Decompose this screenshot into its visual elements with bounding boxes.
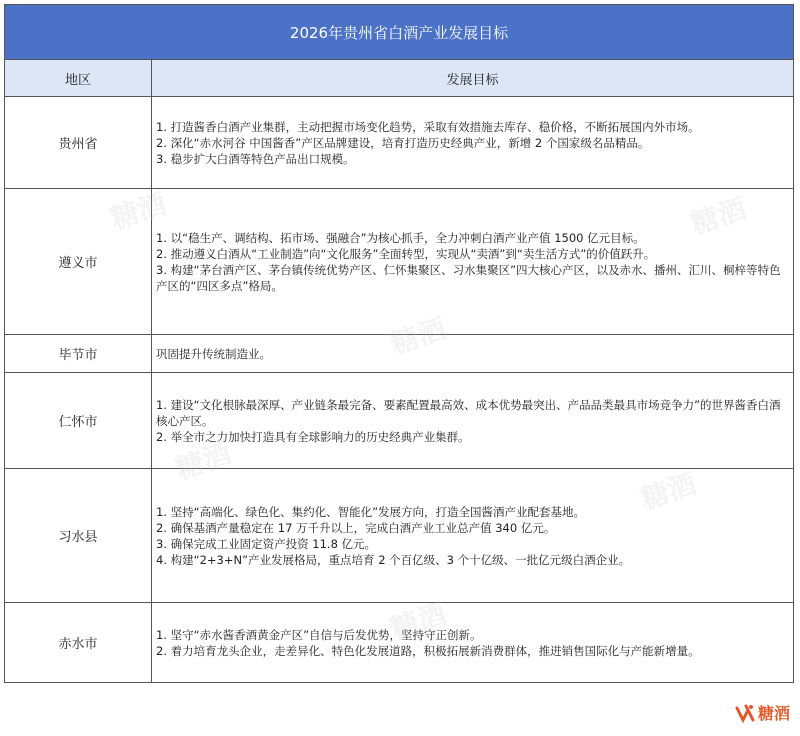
goal-item: 2. 着力培育龙头企业，走差异化、特色化发展道路，积极拓展新消费群体，推进销售国际化与产能新增量。 bbox=[156, 643, 700, 658]
watermark: 糖酒 bbox=[686, 192, 751, 241]
goal-item: 3. 确保完成工业固定资产投资 11.8 亿元。 bbox=[156, 536, 377, 551]
goals-cell bbox=[152, 603, 794, 683]
table-row bbox=[5, 335, 794, 373]
goal-item: 3. 稳步扩大白酒等特色产品出口规模。 bbox=[156, 151, 355, 166]
column-header-goals: 发展目标 bbox=[152, 60, 794, 97]
goal-item: 1. 以“稳生产、调结构、拓市场、强融合”为核心抓手，全力冲刺白酒产业产值 1500 亿元目标。 bbox=[156, 230, 645, 245]
goal-item: 1. 坚守“赤水酱香酒黄金产区”自信与后发优势，坚持守正创新。 bbox=[156, 627, 482, 642]
region-cell: 习水县 bbox=[5, 469, 152, 603]
watermark: 糖酒 bbox=[386, 312, 451, 361]
goal-item: 3. 构建“茅台酒产区、茅台镇传统优势产区、仁怀集聚区、习水集聚区”四大核心产区，以及赤水、播州、汇川、桐梓等特色产区的“四区多点”格局。 bbox=[156, 262, 781, 293]
table-title: 2026年贵州省白酒产业发展目标 bbox=[5, 5, 794, 60]
goal-item: 1. 坚持“高端化、绿色化、集约化、智能化”发展方向，打造全国酱酒产业配套基地。 bbox=[156, 504, 586, 519]
table-row bbox=[5, 97, 794, 189]
table-row bbox=[5, 469, 794, 603]
region-cell: 毕节市 bbox=[5, 335, 152, 373]
region-cell: 贵州省 bbox=[5, 97, 152, 189]
goals-cell bbox=[152, 373, 794, 469]
brand-mark-icon bbox=[734, 702, 756, 724]
brand-logo bbox=[734, 701, 790, 724]
brand-logo-text: 糖酒 bbox=[757, 704, 790, 723]
region-cell: 仁怀市 bbox=[5, 373, 152, 469]
goal-item: 2. 举全市之力加快打造具有全球影响力的历史经典产业集群。 bbox=[156, 429, 470, 444]
table-row bbox=[5, 189, 794, 335]
region-cell: 遵义市 bbox=[5, 189, 152, 335]
goal-item: 2. 深化“赤水河谷 中国酱香”产区品牌建设，培育打造历史经典产业，新增 2 个国家级名品精品。 bbox=[156, 135, 650, 150]
table-row bbox=[5, 603, 794, 683]
goals-cell bbox=[152, 469, 794, 603]
watermark: 糖酒 bbox=[386, 597, 451, 646]
watermark: 糖酒 bbox=[636, 467, 701, 516]
column-header-region: 地区 bbox=[5, 60, 152, 97]
goal-item: 巩固提升传统制造业。 bbox=[156, 346, 271, 361]
table-body bbox=[5, 97, 794, 683]
goals-cell bbox=[152, 189, 794, 335]
table-row bbox=[5, 373, 794, 469]
goals-table bbox=[4, 4, 794, 683]
watermark: 糖酒 bbox=[106, 187, 171, 236]
goal-item: 4. 构建“2+3+N”产业发展格局，重点培育 2 个百亿级、3 个十亿级、一批亿元级白酒企业。 bbox=[156, 552, 631, 567]
goals-table-container bbox=[4, 4, 794, 683]
region-cell: 赤水市 bbox=[5, 603, 152, 683]
goal-item: 2. 推动遵义白酒从“工业制造”向“文化服务”全面转型，实现从“卖酒”到“卖生活方式”的价值跃升。 bbox=[156, 246, 656, 261]
goals-cell bbox=[152, 335, 794, 373]
goals-cell bbox=[152, 97, 794, 189]
goal-item: 2. 确保基酒产量稳定在 17 万千升以上，完成白酒产业工业总产值 340 亿元。 bbox=[156, 520, 556, 535]
watermark: 糖酒 bbox=[171, 437, 236, 486]
goal-item: 1. 打造酱香白酒产业集群，主动把握市场变化趋势，采取有效措施去库存、稳价格，不断拓展国内外市场。 bbox=[156, 119, 700, 134]
goal-item: 1. 建设“文化根脉最深厚、产业链条最完备、要素配置最高效、成本优势最突出、产品品类最具市场竞争力”的世界酱香白酒核心产区。 bbox=[156, 397, 781, 428]
